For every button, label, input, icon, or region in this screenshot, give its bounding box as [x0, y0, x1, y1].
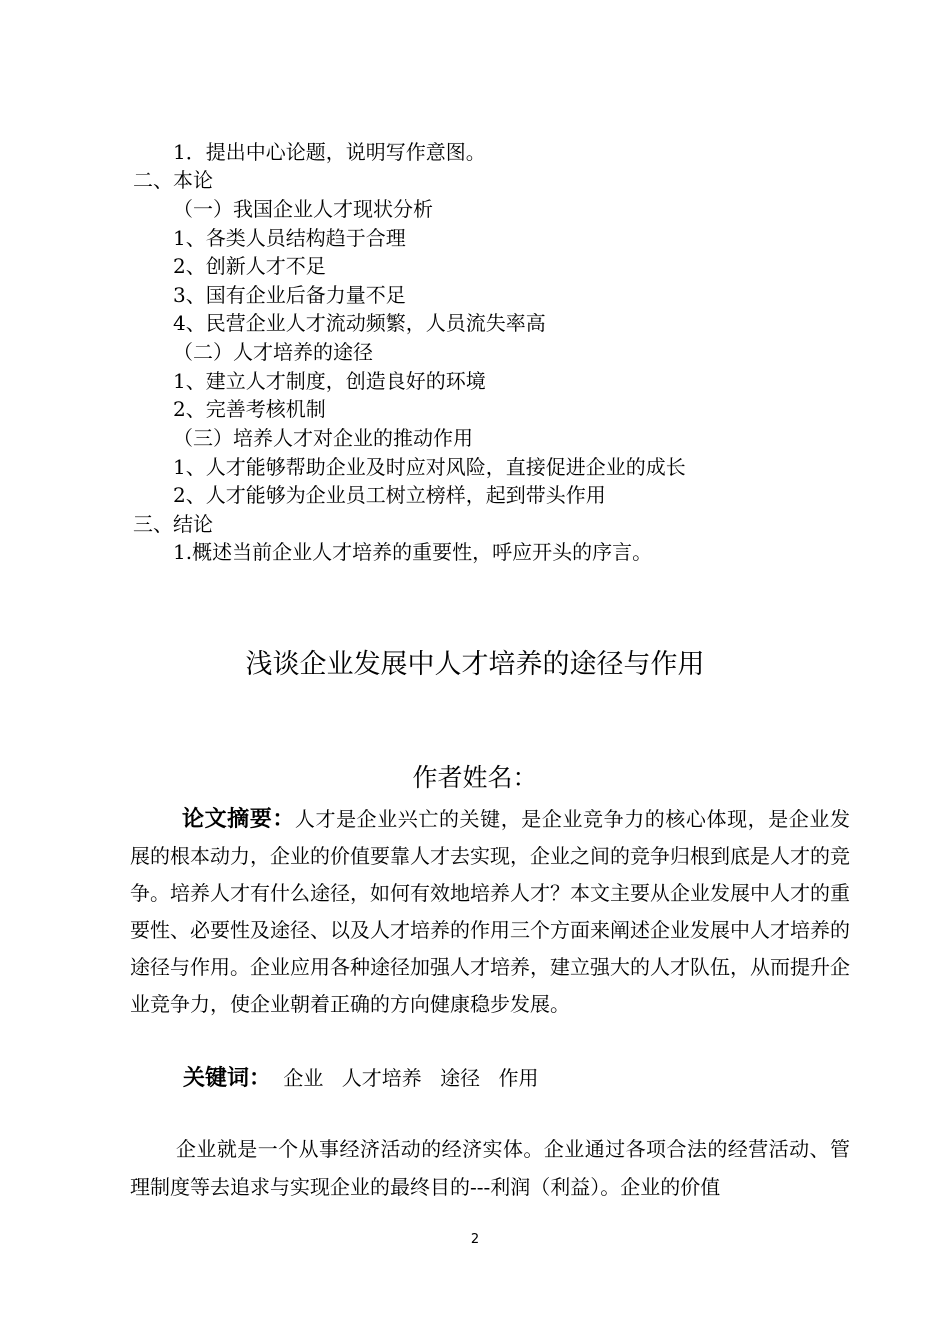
- keyword: 人才培养: [341, 1066, 422, 1090]
- outline-line: 1、人才能够帮助企业及时应对风险，直接促进企业的成长: [173, 455, 686, 479]
- outline-subheading: （三）培养人才对企业的推动作用: [173, 426, 473, 450]
- author-line: 作者姓名：: [412, 763, 538, 792]
- outline-subheading: （二）人才培养的途径: [173, 340, 373, 364]
- outline-line: 1、建立人才制度，创造良好的环境: [173, 369, 486, 393]
- keywords-line: [183, 1062, 550, 1095]
- outline-line: 1.概述当前企业人才培养的重要性，呼应开头的序言。: [173, 540, 653, 564]
- keywords-label: 关键词：: [183, 1066, 272, 1091]
- paper-title: 浅谈企业发展中人才培养的途径与作用: [245, 649, 705, 680]
- outline-subheading: （一）我国企业人才现状分析: [173, 197, 433, 221]
- outline-line: 2、人才能够为企业员工树立榜样，起到带头作用: [173, 483, 606, 507]
- outline-line: 2、创新人才不足: [173, 254, 326, 278]
- keyword: 作用: [498, 1066, 539, 1090]
- page-number: 2: [470, 1232, 480, 1247]
- outline-line: 1、各类人员结构趋于合理: [173, 226, 406, 250]
- keyword: 企业: [283, 1066, 324, 1090]
- outline-line: 3、国有企业后备力量不足: [173, 283, 406, 307]
- keyword: 途径: [440, 1066, 481, 1090]
- abstract-label: 论文摘要：: [182, 807, 295, 832]
- outline-line: 1．提出中心论题，说明写作意图。: [173, 140, 486, 164]
- body-paragraph: 企业就是一个从事经济活动的经济实体。企业通过各项合法的经营活动、管理制度等去追求与实现企业的最终目的---利润（利益）。企业的价值: [130, 1137, 850, 1199]
- outline-line: 4、民营企业人才流动频繁，人员流失率高: [173, 311, 546, 335]
- outline-line: 2、完善考核机制: [173, 397, 326, 421]
- abstract-paragraph: [130, 801, 850, 1023]
- outline-heading: 三、结论: [133, 512, 213, 536]
- abstract-text: 人才是企业兴亡的关键，是企业竞争力的核心体现，是企业发展的根本动力，企业的价值要靠人才去实现，企业之间的竞争归根到底是人才的竞争。培养人才有什么途径，如何有效地培养人才？本文主要从企业发展中人才的重要性、必要性及途径、以及人才培养的作用三个方面来阐述企业发展中人才培养的途径与作用。企业应用各种途径加强人才培养，建立强大的人才队伍，从而提升企业竞争力，使企业朝着正确的方向健康稳步发展。: [130, 807, 850, 1016]
- outline-heading: 二、本论: [133, 168, 213, 192]
